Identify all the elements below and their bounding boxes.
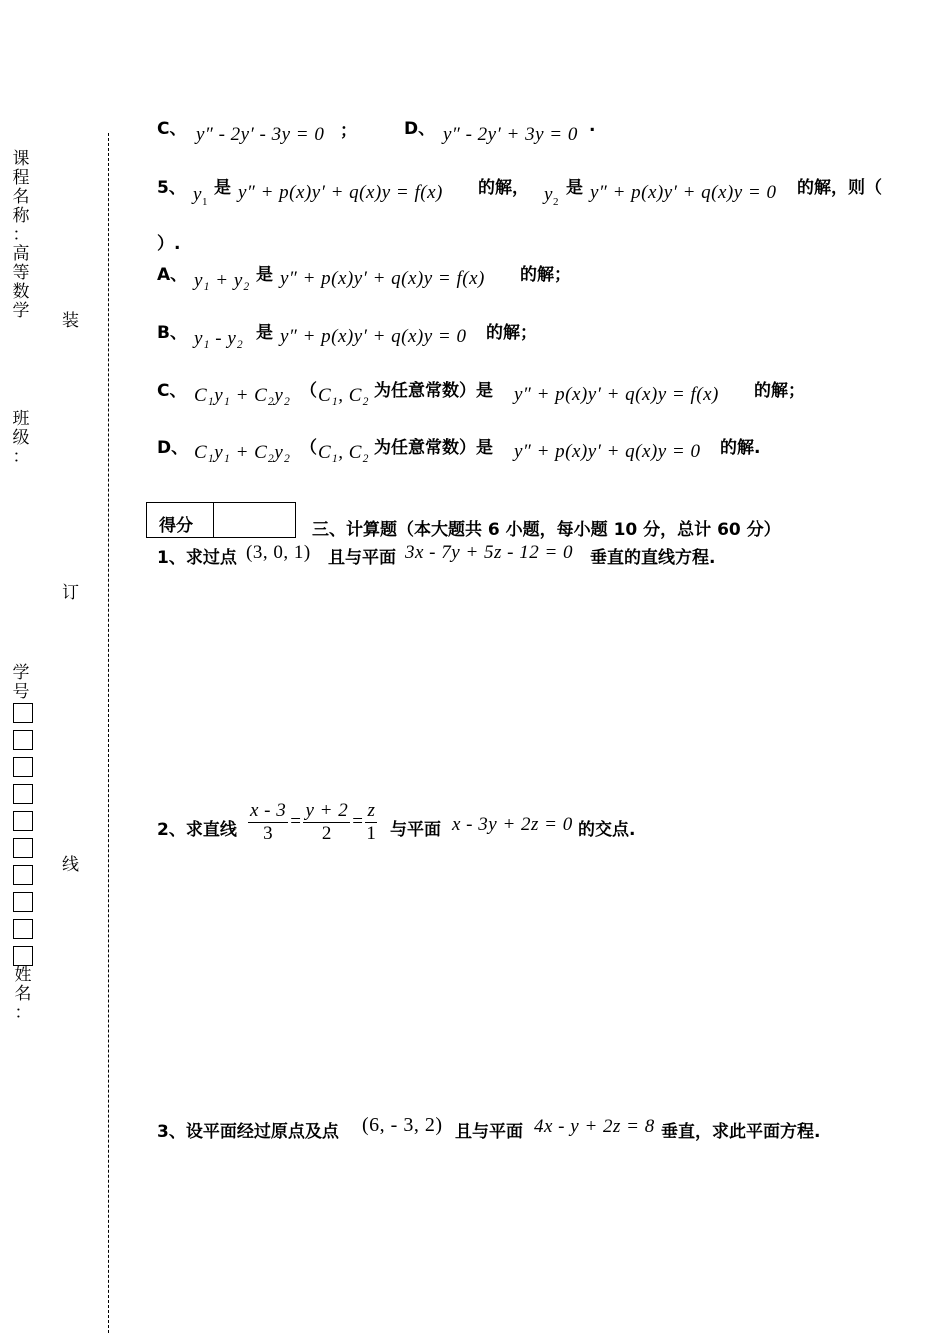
section3-q1-plane: 3x - 7y + 5z - 12 = 0 <box>405 542 574 563</box>
q5-option-a-lhs: y₁ + y₂ <box>194 270 250 291</box>
section3-q1-prefix: 1、求过点 <box>157 548 237 568</box>
name-label-char: ： <box>14 1003 32 1023</box>
section3-q2-prefix: 2、求直线 <box>157 820 237 840</box>
q5-option-a-end: 的解； <box>520 265 571 285</box>
name-label-char: 姓 <box>14 965 32 985</box>
student-id-digit-box[interactable] <box>13 919 33 939</box>
course-label-char: ： <box>12 225 30 245</box>
q5-option-c-note: 为任意常数）是 <box>374 381 493 401</box>
q5-option-c-eq: y″ + p(x)y′ + q(x)y = f(x) <box>514 384 719 405</box>
q5-eq1: y″ + p(x)y′ + q(x)y = f(x) <box>238 182 443 203</box>
class-label-char: 级 <box>12 428 30 448</box>
q5-option-c-paren: （ <box>300 381 317 401</box>
q5-is2: 是 <box>566 178 583 198</box>
class-label <box>10 410 32 467</box>
q5-option-c-end: 的解； <box>754 381 805 401</box>
binding-word-zhuang: 装 <box>62 311 79 331</box>
section3-q2-suffix: 的交点. <box>578 820 636 840</box>
section3-q2-plane: x - 3y + 2z = 0 <box>452 814 573 835</box>
fraction-z: $\frac{z}{1}$ <box>366 800 377 844</box>
course-label-char: 称 <box>12 206 30 226</box>
equals-sign-2: = <box>352 810 364 832</box>
q4-option-c-label: C、 <box>157 119 187 139</box>
q5-option-d-eq: y″ + p(x)y′ + q(x)y = 0 <box>514 441 701 462</box>
course-label-char: 学 <box>12 301 30 321</box>
student-id-digit-box[interactable] <box>13 892 33 912</box>
q5-y2: $y_2$ <box>544 184 559 208</box>
course-label-char: 高 <box>12 244 30 264</box>
score-label: 得分 <box>159 516 193 536</box>
q5-option-d-note: 为任意常数）是 <box>374 438 493 458</box>
section3-q3-mid: 且与平面 <box>455 1122 523 1142</box>
q5-option-c-consts: C₁, C₂ <box>318 385 370 406</box>
course-label-char: 等 <box>12 263 30 283</box>
q5-option-d-consts: C₁, C₂ <box>318 442 370 463</box>
student-id-digit-box[interactable] <box>13 730 33 750</box>
section3-q3-plane: 4x - y + 2z = 8 <box>534 1116 655 1137</box>
course-name-label <box>10 150 32 321</box>
q4-option-d-end: . <box>589 116 596 136</box>
q5-option-b-end: 的解； <box>486 323 537 343</box>
course-label-char: 课 <box>12 149 30 169</box>
q5-option-a-is: 是 <box>256 265 273 285</box>
student-id-digit-box[interactable] <box>13 811 33 831</box>
section3-q1-suffix: 垂直的直线方程. <box>590 548 716 568</box>
section3-q2-mid: 与平面 <box>390 820 441 840</box>
fraction-x: $\frac{x - 3}{3}$ <box>250 800 287 844</box>
class-label-char: 班 <box>12 409 30 429</box>
q5-tail: ）. <box>157 234 181 254</box>
section3-q1-point: (3, 0, 1) <box>246 542 311 563</box>
binding-dashed-line <box>108 133 109 1333</box>
q5-option-b-lhs: y₁ - y₂ <box>194 328 244 349</box>
student-id-digit-box[interactable] <box>13 784 33 804</box>
score-value-cell[interactable] <box>215 503 295 537</box>
q5-option-d-lhs: C₁y₁ + C₂y₂ <box>194 442 291 463</box>
course-label-char: 名 <box>12 187 30 207</box>
q5-is1: 是 <box>214 178 231 198</box>
score-label-cell <box>147 503 214 537</box>
q4-option-d-label: D、 <box>404 119 436 139</box>
student-id-label-char: 学 <box>12 663 30 683</box>
q5-option-c-lhs: C₁y₁ + C₂y₂ <box>194 385 291 406</box>
fraction-y: $\frac{y + 2}{2}$ <box>305 800 349 844</box>
student-id-label-char: 号 <box>12 682 30 702</box>
name-label <box>12 966 34 1023</box>
course-label-char: 程 <box>12 168 30 188</box>
q5-option-a-eq: y″ + p(x)y′ + q(x)y = f(x) <box>280 268 485 289</box>
section3-q2-line-eq: $\frac{x - 3}{3}$ = $\frac{y + 2}{2}$ = $\frac{z}{1}$ <box>250 800 377 844</box>
student-id-label <box>10 664 32 702</box>
binding-word-xian: 线 <box>62 855 79 875</box>
q5-option-a-label: A、 <box>157 265 188 285</box>
q5-y1: $y_1$ <box>193 184 208 208</box>
section3-q3-suffix: 垂直，求此平面方程. <box>661 1122 821 1142</box>
q4-option-c-expr: y″ - 2y′ - 3y = 0 <box>196 124 325 145</box>
student-id-boxes[interactable] <box>13 703 33 973</box>
q5-option-b-is: 是 <box>256 323 273 343</box>
binding-word-ding: 订 <box>62 583 79 603</box>
q5-option-d-paren: （ <box>300 438 317 458</box>
q4-option-d-expr: y″ - 2y′ + 3y = 0 <box>443 124 578 145</box>
course-label-char: 数 <box>12 282 30 302</box>
q5-option-d-label: D、 <box>157 438 189 458</box>
section3-q3-point: (6, - 3, 2) <box>362 1114 443 1136</box>
q5-solution2: 的解，则（ <box>797 178 882 198</box>
student-id-digit-box[interactable] <box>13 838 33 858</box>
q5-option-b-label: B、 <box>157 323 187 343</box>
student-id-digit-box[interactable] <box>13 757 33 777</box>
q5-option-d-end: 的解. <box>720 438 761 458</box>
student-id-digit-box[interactable] <box>13 703 33 723</box>
name-label-char: 名 <box>14 984 32 1004</box>
q5-option-b-eq: y″ + p(x)y′ + q(x)y = 0 <box>280 326 467 347</box>
section3-q1-mid: 且与平面 <box>328 548 396 568</box>
student-id-digit-box[interactable] <box>13 865 33 885</box>
q5-eq2: y″ + p(x)y′ + q(x)y = 0 <box>590 182 777 203</box>
student-id-digit-box[interactable] <box>13 946 33 966</box>
q5-solution1: 的解， <box>478 178 529 198</box>
q5-number: 5、 <box>157 178 186 198</box>
q5-option-c-label: C、 <box>157 381 187 401</box>
section3-title: 三、计算题（本大题共 6 小题，每小题 10 分，总计 60 分） <box>312 520 781 540</box>
score-table <box>146 502 296 538</box>
q4-option-c-end: ； <box>340 121 357 141</box>
class-label-char: ： <box>12 447 30 467</box>
section3-q3-prefix: 3、设平面经过原点及点 <box>157 1122 339 1142</box>
